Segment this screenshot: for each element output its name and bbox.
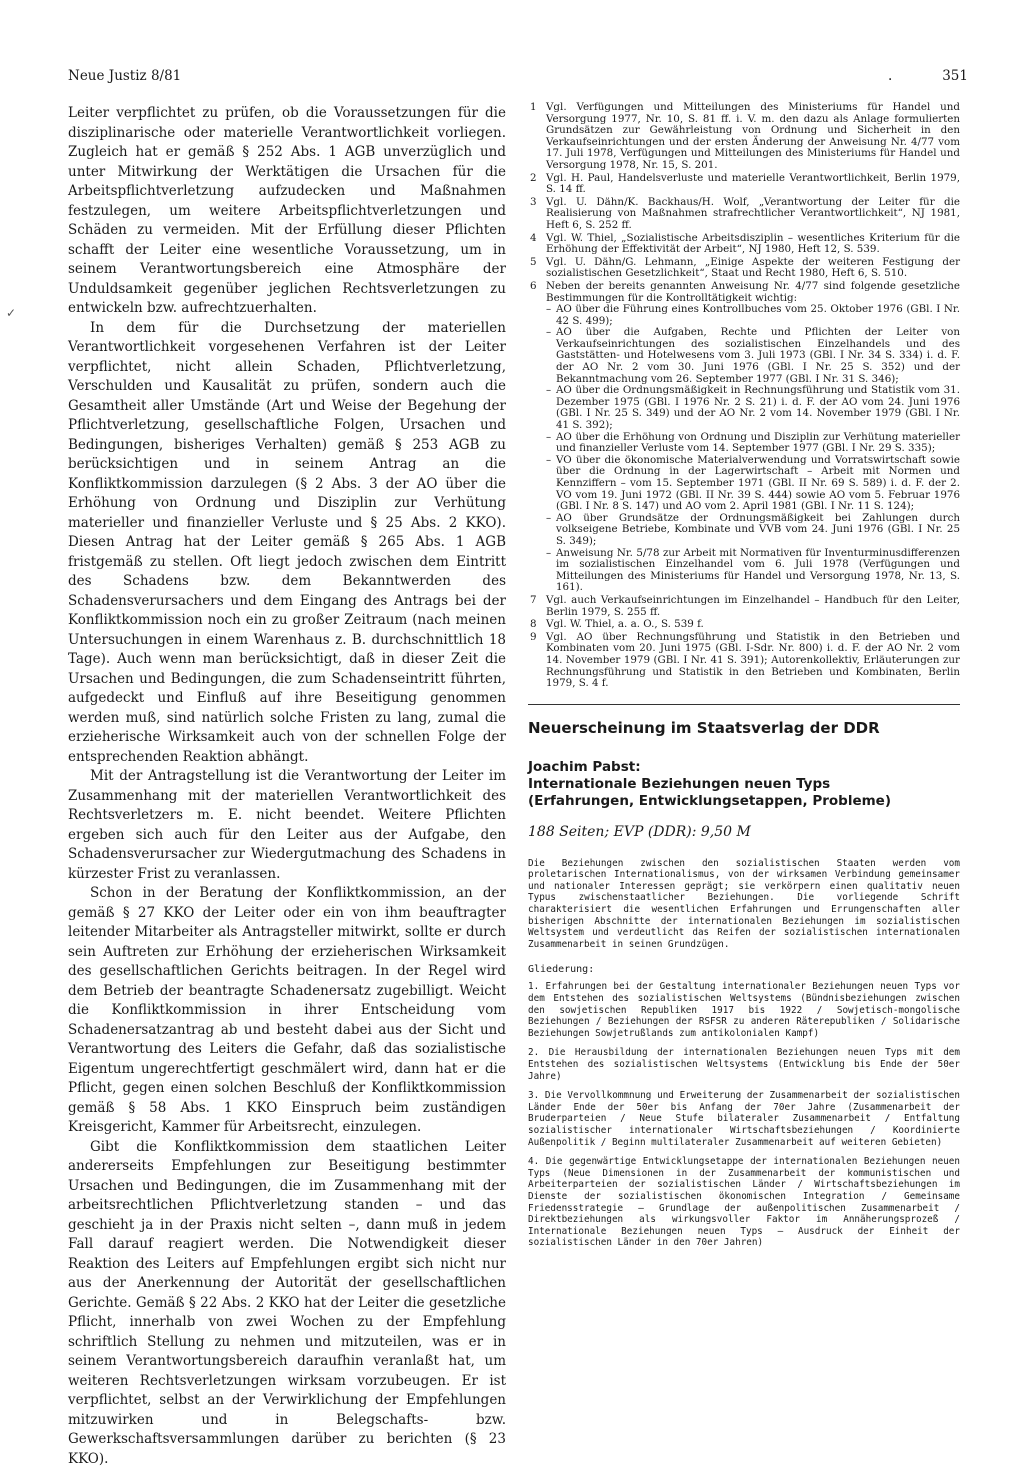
- footnote-text: Vgl. auch Verkaufseinrichtungen im Einzelhandel – Handbuch für den Leiter, Berlin 1979, S. 255 ff.: [546, 594, 960, 618]
- footnote-number: 3: [530, 197, 537, 209]
- book-description: Die Beziehungen zwischen den sozialistischen Staaten werden vom proletarischen Internationalismus, von der wirksamen Verbindung gemeinsamer und nationaler Interessen geprägt; sie verkörpern einen qualitativ neuen Typus zwischenstaatlicher Beziehungen. Die vorliegende Schrift charakterisiert die wesentlichen Erfahrungen und Errungenschaften aller bisherigen Abschnitte der internationalen Beziehungen im sozialistischen Weltsystem und verdeutlicht das Reifen der sozialistischen internationalen Zusammenarbeit in seinen Grundzügen.: [528, 858, 960, 951]
- outline-label: Gliederung:: [528, 964, 960, 975]
- footnote-text: Neben der bereits genannten Anweisung Nr. 4/77 sind folgende gesetzliche Bestimmungen für die Kontrolltätigkeit wichtig:: [546, 280, 960, 304]
- footnote-text: Vgl. H. Paul, Handelsverluste und materielle Verantwortlichkeit, Berlin 1979, S. 14 ff.: [546, 172, 960, 196]
- footnote-text: Vgl. W. Thiel, a. a. O., S. 539 f.: [546, 618, 704, 630]
- right-column: [528, 102, 960, 1257]
- regulation-item: – VO über die ökonomische Materialverwendung und Vorratswirtschaft sowie über die Ordnung in der Lagerwirtschaft – Arbeit mit Normen und Kennziffern – vom 15. September 1971 (GBl. II Nr. 69 S. 589) i. d. F. der 2. VO vom 19. Juni 1972 (GBl. II Nr. 39 S. 444) sowie AO vom 5. Februar 1976 (GBl. I Nr. 8 S. 147) und AO vom 2. April 1981 (GBl. I Nr. 11 S. 124);: [546, 455, 960, 513]
- footnote-text: Vgl. U. Dähn/G. Lehmann, „Einige Aspekte der weiteren Festigung der sozialistischen Gesetzlichkeit“, Staat und Recht 1980, Heft 6, S. 510.: [546, 256, 960, 280]
- footnote-number: 7: [530, 595, 537, 607]
- footnote: [528, 257, 960, 280]
- paragraph: In dem für die Durchsetzung der materiellen Verantwortlichkeit vorgesehenen Verfahren ist der Leiter verpflichtet, nicht allein Schaden, Pflichtverletzung, Verschulden und Kausalität zu prüfen, sondern auch die Gesamtheit aller Umstände (Art und Weise der Begehung der Pflichtverletzung, gesellschaftliche Folgen, Ursachen und Bedingungen, bisheriges Verhalten) gemäß § 253 AGB zu berücksichtigen und in seinem Antrag an die Konfliktkommission darzulegen (§ 2 Abs. 3 der AO über die Erhöhung von Ordnung und Disziplin zur Verhütung materieller und finanzieller Verluste und § 25 Abs. 2 KKO). Diesen Antrag hat der Leiter gemäß § 265 Abs. 1 AGB fristgemäß zu stellen. Oft liegt jedoch zwischen dem Eintritt des Schadens bzw. dem Bekanntwerden des Schadensverursachers und dem Eingang des Antrags bei der Konfliktkommission noch ein zu großer Zeitraum (nach meinen Untersuchungen in einem Warenhaus z. B. durchschnittlich 18 Tage). Auch wenn man berücksichtigt, daß in dieser Zeit die Ursachen und Bedingungen, die zum Schadenseintritt führten, aufgedeckt und Einfluß auf ihre Beseitigung genommen werden muß, sind natürlich solche Fristen zu lang, zumal die erzieherische Wirksamkeit auch von der schnellen Folge der entsprechenden Reaktion abhängt.: [68, 319, 506, 768]
- footnote: [528, 619, 960, 631]
- footnote-number: 5: [530, 257, 537, 269]
- article-body: [68, 104, 506, 1469]
- footnote-text: Vgl. Verfügungen und Mitteilungen des Ministeriums für Handel und Versorgung 1977, Nr. 10, S. 81 ff. i. V. m. den dazu als Anlage formulierten Grundsätzen zur Gewährleistung von Ordnung und Sicherheit in den Verkaufseinrichtungen und der ersten Änderung der Anweisung Nr. 4/77 vom 17. Juli 1978, Verfügungen und Mitteilungen des Ministeriums für Handel und Versorgung 1978, Nr. 15, S. 201.: [546, 101, 960, 171]
- footnote-text: Vgl. U. Dähn/K. Backhaus/H. Wolf, „Verantwortung der Leiter für die Realisierung von Maßnahmen strafrechtlicher Verantwortlichkeit“, NJ 1981, Heft 6, S. 252 ff.: [546, 196, 960, 231]
- section-divider: [528, 704, 960, 705]
- book-subtitle: (Erfahrungen, Entwicklungsetappen, Probleme): [528, 793, 960, 810]
- footnote: [528, 197, 960, 232]
- page-number: 351: [942, 68, 968, 84]
- footnote-number: 4: [530, 233, 537, 245]
- footnote-number: 1: [530, 102, 537, 114]
- footnote: [528, 281, 960, 594]
- footnote: [528, 173, 960, 196]
- book-author: Joachim Pabst:: [528, 759, 960, 776]
- outline-item: 3. Die Vervollkommnung und Erweiterung der Zusammenarbeit der sozialistischen Länder Ende der 50er bis Anfang der 70er Jahre (Zusammenarbeit der Bruderparteien / Neue Stufe bilateraler Zusammenarbeit / Entfaltung sozialistischer internationaler Wirtschaftsbeziehungen / Koordinierte Außenpolitik / Beginn multilateraler Zusammenarbeit auf weiteren Gebieten): [528, 1090, 960, 1148]
- regulation-item: – AO über die Führung eines Kontrollbuches vom 25. Oktober 1976 (GBl. I Nr. 42 S. 499);: [546, 304, 960, 327]
- footnote: [528, 632, 960, 690]
- regulation-item: – Anweisung Nr. 5/78 zur Arbeit mit Normativen für Inventurminusdifferenzen im sozialistischen Einzelhandel vom 6. Juli 1978 (Verfügungen und Mitteilungen des Ministeriums für Handel und Versorgung 1978, Nr. 13, S. 161).: [546, 548, 960, 594]
- regulation-item: – AO über die Erhöhung von Ordnung und Disziplin zur Verhütung materieller und finanzieller Verluste vom 14. September 1977 (GBl. I Nr. 29 S. 335);: [546, 432, 960, 455]
- footnote-number: 8: [530, 619, 537, 631]
- page-header: [68, 68, 968, 90]
- regulation-item: – AO über die Aufgaben, Rechte und Pflichten der Leiter von Verkaufseinrichtungen des sozialistischen Einzelhandels und des Gaststätten- und Hotelwesens vom 3. Juli 1973 (GBl. I Nr. 34 S. 334) i. d. F. der AO Nr. 2 vom 30. Juni 1976 (GBl. I Nr. 25 S. 352) und der Bekanntmachung vom 26. September 1977 (GBl. I Nr. 31 S. 346);: [546, 327, 960, 385]
- footnote-text: Vgl. AO über Rechnungsführung und Statistik in den Betrieben und Kombinaten vom 20. Juni 1975 (GBl. I-Sdr. Nr. 800) i. d. F. der AO Nr. 2 vom 14. November 1979 (GBl. I Nr. 41 S. 391); Autorenkollektiv, Erläuterungen zur Rechnungsführung und Statistik in den Betrieben und Kombinaten, Berlin 1979, S. 4 f.: [546, 631, 960, 689]
- outline-item: 2. Die Herausbildung der internationalen Beziehungen neuen Typs mit dem Entstehen des sozialistischen Weltsystems (Entwicklung bis Ende der 50er Jahre): [528, 1047, 960, 1082]
- book-title: Internationale Beziehungen neuen Typs: [528, 776, 960, 793]
- footnote-number: 2: [530, 173, 537, 185]
- footnote-number: 6: [530, 281, 537, 293]
- regulation-item: – AO über Grundsätze der Ordnungsmäßigkeit bei Zahlungen durch volkseigene Betriebe, Kombinate und VVB vom 24. Juni 1976 (GBl. I Nr. 25 S. 349);: [546, 513, 960, 548]
- footnotes: [528, 102, 960, 690]
- publication-heading: Neuerscheinung im Staatsverlag der DDR: [528, 719, 960, 737]
- header-dot: .: [888, 68, 892, 84]
- outline-item: 4. Die gegenwärtige Entwicklungsetappe der internationalen Beziehungen neuen Typs (Neue Dimensionen in der Zusammenarbeit der kommunistischen und Arbeiterparteien der sozialistischen Länder / Wirtschaftsbeziehungen im Dienste der sozialistischen ökonomischen Integration / Gemeinsame Friedensstrategie – Grundlage der außenpolitischen Zusammenarbeit / Direktbeziehungen als wirkungsvoller Faktor im Annäherungsprozeß / Internationale Beziehungen neuen Typs – Ausdruck der Einheit der sozialistischen Länder in den 70er Jahren): [528, 1156, 960, 1249]
- paragraph: Schon in der Beratung der Konfliktkommission, an der gemäß § 27 KKO der Leiter oder ein von ihm beauftragter leitender Mitarbeiter als Antragsteller mitwirkt, sollte er durch sein Auftreten zur Erhöhung der erzieherischen Wirksamkeit des gesellschaftlichen Gerichts beitragen. In der Regel wird dem Betrieb der beantragte Schadenersatz zugebilligt. Weicht die Konfliktkommission in ihrer Entscheidung vom Schadenersatzantrag ab und besteht dabei aus der Sicht und Verantwortung des Leiters die Gefahr, daß das sozialistische Eigentum ungerechtfertigt geschmälert wird, dann hat er die Pflicht, gegen einen solchen Beschluß der Konfliktkommission gemäß § 58 Abs. 1 KKO Einspruch beim zuständigen Kreisgericht, Kammer für Arbeitsrecht, einzulegen.: [68, 884, 506, 1138]
- paragraph: Mit der Antragstellung ist die Verantwortung der Leiter im Zusammenhang mit der materiellen Verantwortlichkeit des Rechtsverletzers m. E. nicht beendet. Weitere Pflichten ergeben sich auch für den Leiter aus der Aufgabe, den Schadensverursacher zur Wiedergutmachung des Schadens in kürzester Frist zu veranlassen.: [68, 767, 506, 884]
- paragraph: Gibt die Konfliktkommission dem staatlichen Leiter andererseits Empfehlungen zur Beseitigung bestimmter Ursachen und Bedingungen, die im Zusammenhang mit der arbeitsrechtlichen Pflichtverletzung standen – und das geschieht ja in der Praxis nicht selten –, dann muß in jedem Fall darauf reagiert werden. Die Notwendigkeit dieser Reaktion des Leiters auf Empfehlungen ergibt sich nicht nur aus der Anerkennung der Autorität der gesellschaftlichen Gerichte. Gemäß § 22 Abs. 2 KKO hat der Leiter die gesetzliche Pflicht, innerhalb von zwei Wochen zu der Empfehlung schriftlich Stellung zu nehmen und mitzuteilen, was er in seinem Verantwortungsbereich daraufhin veranlaßt hat, um weiteren Rechtsverletzungen wirksam vorzubeugen. Er ist verpflichtet, selbst an der Verwirklichung der Empfehlungen mitzuwirken und in Belegschafts- bzw. Gewerkschaftsversammlungen darüber zu berichten (§ 23 KKO).: [68, 1138, 506, 1469]
- footnote: [528, 233, 960, 256]
- footnote: [528, 102, 960, 172]
- regulation-list: [546, 304, 960, 594]
- footnote-text: Vgl. W. Thiel, „Sozialistische Arbeitsdisziplin – wesentliches Kriterium für die Erhöhung der Effektivität der Arbeit“, NJ 1980, Heft 12, S. 539.: [546, 232, 960, 256]
- outline-item: 1. Erfahrungen bei der Gestaltung internationaler Beziehungen neuen Typs vor dem Entstehen des sozialistischen Weltsystems (Bündnisbeziehungen zwischen den sowjetischen Republiken 1917 bis 1922 / Sowjetisch-mongolische Beziehungen / Beziehungen der RSFSR zu anderen Räterepubliken / Solidarische Beziehungen Sowjetrußlands zum antikolonialen Kampf): [528, 981, 960, 1039]
- footnote-number: 9: [530, 632, 537, 644]
- regulation-item: – AO über die Ordnungsmäßigkeit in Rechnungsführung und Statistik vom 31. Dezember 1975 (GBl. I 1976 Nr. 2 S. 21) i. d. F. der AO vom 24. Juni 1976 (GBl. I Nr. 25 S. 349) und der AO Nr. 2 vom 14. November 1979 (GBl. I Nr. 41 S. 392);: [546, 385, 960, 431]
- journal-issue: Neue Justiz 8/81: [68, 68, 181, 84]
- footnote: [528, 595, 960, 618]
- book-meta: 188 Seiten; EVP (DDR): 9,50 M: [528, 824, 960, 840]
- paragraph: Leiter verpflichtet zu prüfen, ob die Voraussetzungen für die disziplinarische oder materielle Verantwortlichkeit vorliegen. Zugleich hat er gemäß § 252 Abs. 1 AGB unverzüglich und unter Mitwirkung der Werktätigen die Ursachen für die Arbeitspflichtverletzung aufzudecken und Maßnahmen festzulegen, um weitere Arbeitspflichtverletzungen und Schäden zu vermeiden. Mit der Erfüllung dieser Pflichten schafft der Leiter eine wesentliche Voraussetzung, um in seinem Verantwortungsbereich eine Atmosphäre der Unduldsamkeit gegenüber jeglichen Rechtsverletzungen zu entwickeln bzw. aufrechtzuerhalten.: [68, 104, 506, 319]
- publication-notice: [528, 719, 960, 1249]
- book-outline: [528, 981, 960, 1248]
- margin-mark: ✓: [6, 306, 16, 320]
